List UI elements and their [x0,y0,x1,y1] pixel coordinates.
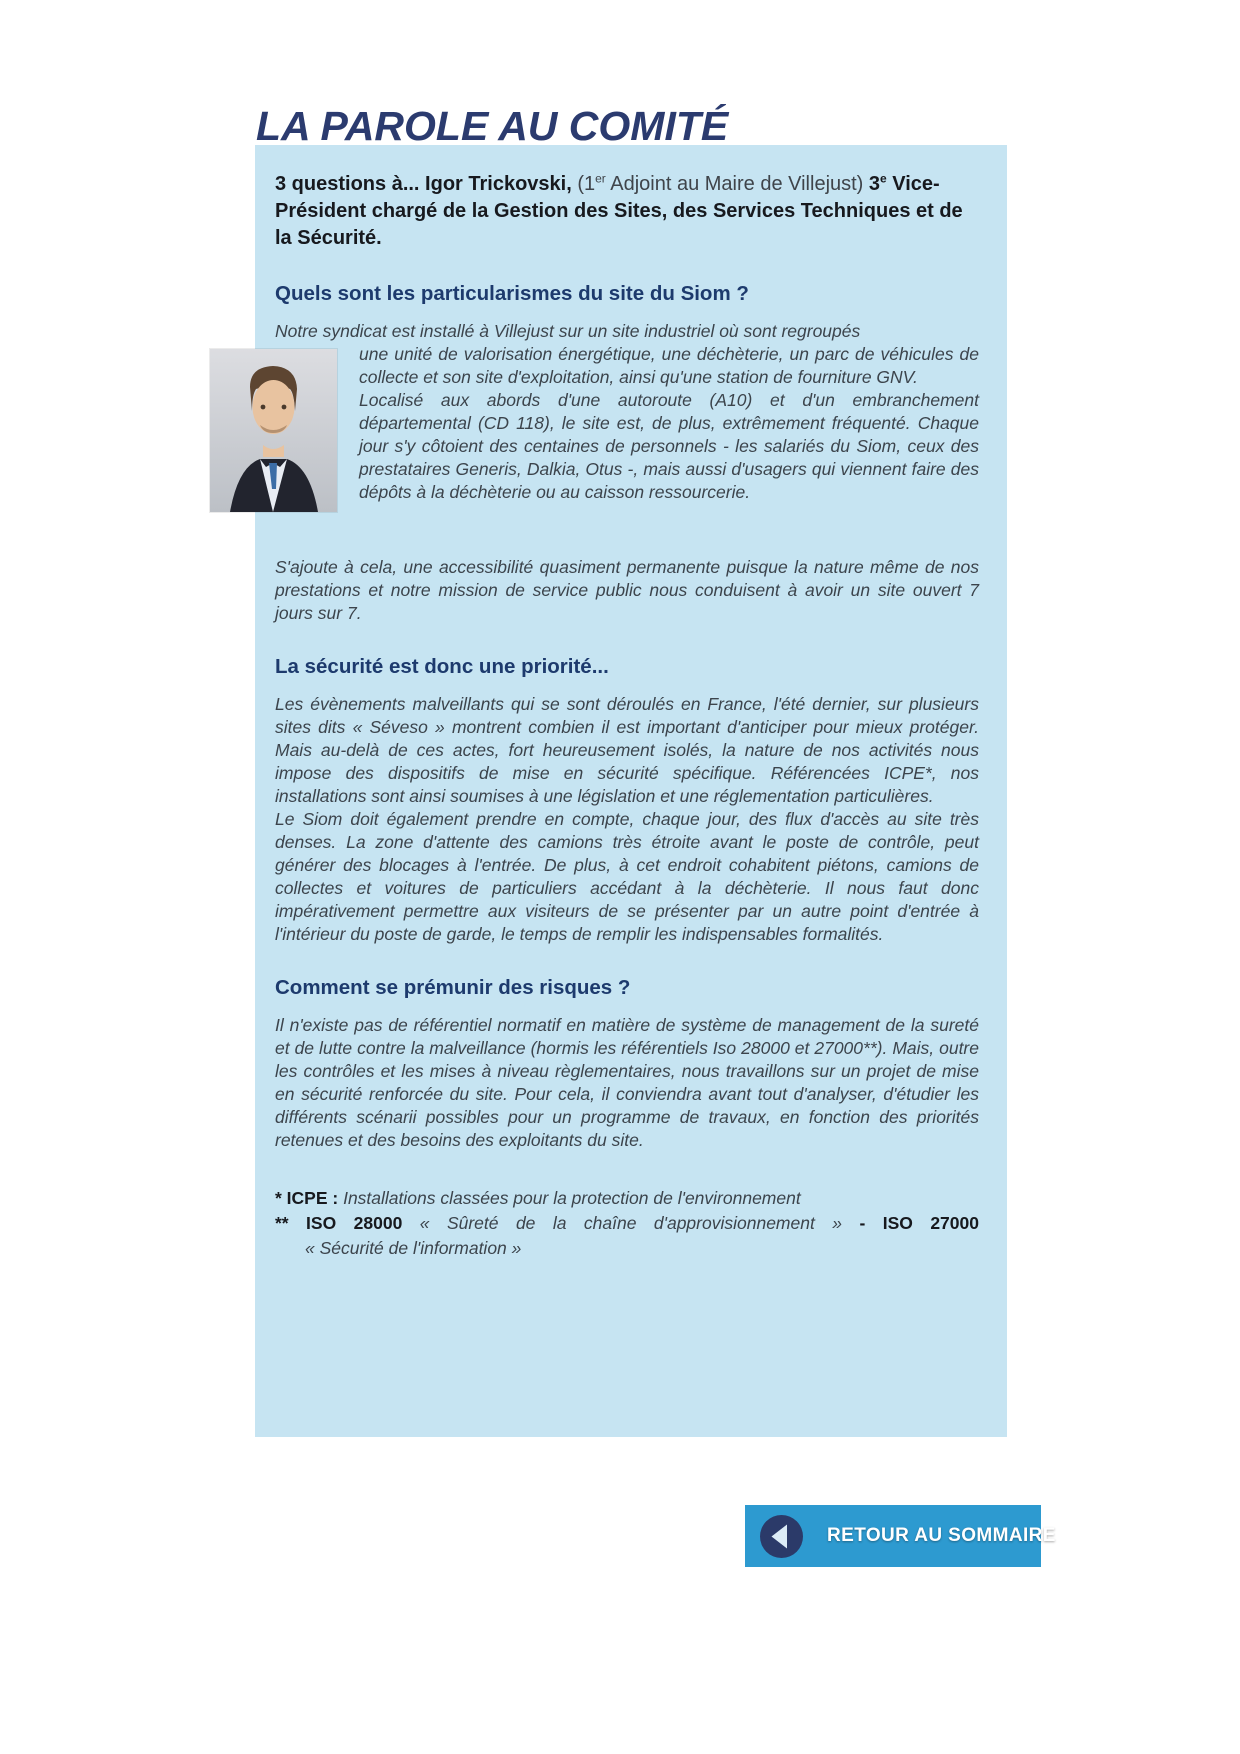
intro-superscript-er: er [595,171,606,186]
footnote-iso28000-label: ** ISO 28000 [275,1213,420,1233]
question-2-paragraph-2: Le Siom doit également prendre en compte, chaque jour, des flux d'accès au site très denses. La zone d'attente des camions très étroite avant le poste de contrôle, peut générer des blocages à l'entrée. De plus, à cet endroit cohabitent piétons, camions de collectes et voitures de particuliers accédant à la déchèterie. Il nous faut donc impérativement permettre aux visiteurs de se présenter par un autre point d'entrée à l'intérieur du poste de garde, le temps de remplir les indispensables formalités. [275,809,979,944]
footnote-iso27000-label: - ISO 27000 [859,1213,979,1233]
article-box [255,145,1007,1437]
question-1-paragraph-2: S'ajoute à cela, une accessibilité quasiment permanente puisque la nature même de nos prestations et notre mission de service public nous conduisent à avoir un site ouvert 7 jours sur 7. [275,557,979,623]
footnote-icpe-text: Installations classées pour la protection de l'environnement [343,1188,801,1208]
intro-regular-2: Adjoint au Maire de Villejust) [605,173,869,195]
retour-sommaire-button[interactable] [745,1505,1056,1567]
footnotes [275,1186,979,1261]
intro-bold-2: Vice-Président chargé de la Gestion des Sites, des Services Techniques et de la Sécurité. [275,173,963,249]
question-2-paragraph-1: Les évènements malveillants qui se sont déroulés en France, l'été dernier, sur plusieurs sites dits « Séveso » montrent combien il est important d'anticiper pour mieux protéger. Mais au-delà de ces actes, fort heureusement isolés, la nature de nos activités nous impose des dispositifs de mise en sécurité spécifique. Référencées ICPE*, nos installations sont ainsi soumises à une législation et une réglementation particulières. [275,694,979,806]
page-title: LA PAROLE AU COMITÉ [256,103,729,149]
portrait-photo [210,349,337,512]
question-1-paragraph-part-2: une unité de valorisation énergétique, une déchèterie, un parc de véhicules de collecte et son site d'exploitation, ainsi qu'une station de fourniture GNV. [359,344,979,387]
footnote-icpe [275,1186,979,1211]
intro-bold-1: 3 questions à... Igor Trickovski, [275,173,572,195]
question-3-paragraph-1: Il n'existe pas de référentiel normatif en matière de système de management de la sureté et de lutte contre la malveillance (hormis les référentiels Iso 28000 et 27000**). Mais, outre les contrôles et les mises à niveau règlementaires, nous travaillons sur un projet de mise en sécurité renforcée du site. Pour cela, il conviendra avant tout d'analyser, d'étudier les différents scénarii possibles pour un programme de travaux, en fonction des priorités retenues et des besoins des exploitants du site. [275,1015,979,1150]
question-1-paragraph-part-3: Localisé aux abords d'une autoroute (A10) et d'un embranchement départemental (CD 118), le site est, de plus, extrêmement fréquenté. Chaque jour s'y côtoient des centaines de personnels - les salariés du Siom, ceux des prestataires Generis, Dalkia, Otus -, mais aussi d'usagers qui viennent faire des dépôts à la déchèterie ou au caisson ressourcerie. [359,390,979,502]
question-1-paragraph-wrap [275,343,979,504]
back-arrow-icon [758,1513,805,1560]
footnote-icpe-label: * ICPE : [275,1188,344,1208]
intro-regular-1: (1 [571,173,596,195]
question-1-heading: Quels sont les particularismes du site du Siom ? [275,282,749,305]
intro-bold-2-num: 3 [868,173,881,195]
intro-text [275,171,979,252]
footnote-iso [275,1211,979,1236]
intro-superscript-e: e [880,171,887,186]
question-2-heading: La sécurité est donc une priorité... [275,655,609,678]
question-3-heading: Comment se prémunir des risques ? [275,976,631,999]
footnote-iso27000-text: « Sécurité de l'information » [305,1238,522,1258]
footnote-iso28000-text: « Sûreté de la chaîne d'approvisionnement » [419,1213,860,1233]
back-button-label: RETOUR AU SOMMAIRE [827,1525,1056,1546]
question-2-paragraphs [275,693,979,946]
question-1-paragraph-line-1: Notre syndicat est installé à Villejust sur un site industriel où sont regroupés [275,321,861,341]
